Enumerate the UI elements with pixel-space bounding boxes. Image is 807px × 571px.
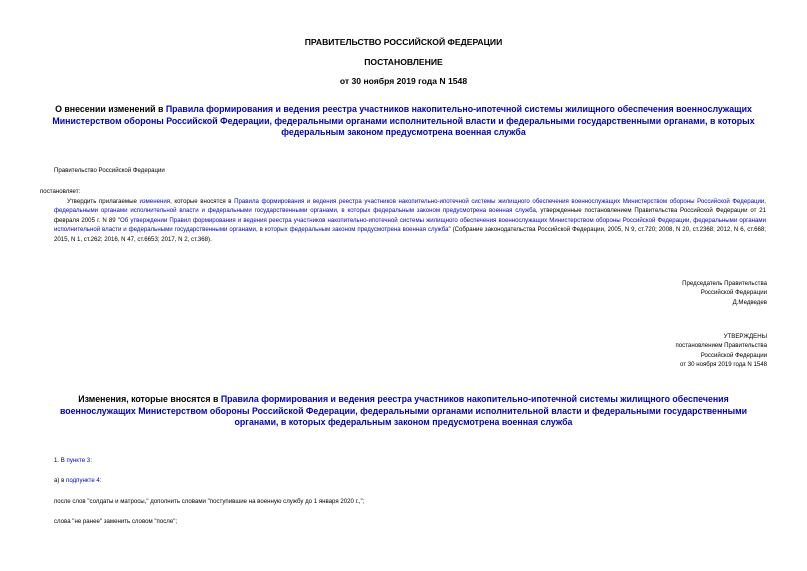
document-title-prefix: О внесении изменений в xyxy=(55,104,166,114)
item-1-suffix: : xyxy=(90,457,92,464)
item-a-suffix: : xyxy=(99,477,102,484)
signature-block xyxy=(682,279,767,307)
p1-text-c: , утвержденные постановлением Правительства Российской Федерации от 21 февраля 2005 г. N 89 " xyxy=(54,207,766,224)
approval-line-3: Российской Федерации xyxy=(700,351,767,359)
p1-text-d: " (Собрание законодательства Российской Федерации, 2005, N 9, ст.720; 2008, N 20, ст.2368; 2012, N 6, ст.668; 2015, N 1, ст.262; 2016, N 47, ст.6653; 2017, N 2, ст.368). xyxy=(54,226,766,243)
decrees-label: постановляет: xyxy=(40,188,81,195)
point-3-link[interactable]: пункте 3 xyxy=(66,457,91,464)
annex-title-prefix: Изменения, которые вносятся в xyxy=(78,394,221,404)
signature-line-3: Д.Медведев xyxy=(732,298,767,306)
document-date-number: от 30 ноября 2019 года N 1548 xyxy=(339,76,468,86)
annex-rules-link[interactable]: Правила формирования и ведения реестра участников накопительно-ипотечной системы жилищного обеспечения военнослужащих Министерством обороны Российской Федерации, федеральными органами исполнительной власти и федеральными государственными органами, в которых федеральным законом предусмотрена военная служба xyxy=(59,394,747,427)
item-a-prefix: а) в xyxy=(54,477,67,484)
approval-line-2: постановлением Правительства xyxy=(675,342,767,350)
signature-line-1: Председатель Правительства xyxy=(682,280,767,287)
item-1 xyxy=(54,456,92,465)
p1-text-b: , которые вносятся в xyxy=(170,198,235,205)
subpoint-4-link[interactable]: подпункте 4 xyxy=(66,477,100,484)
document-title xyxy=(40,104,767,139)
annex-title xyxy=(40,394,767,429)
signature-line-2: Российской Федерации xyxy=(700,289,767,297)
line-after-words: после слов "солдаты и матросы," дополнить словами "поступившие на военную службу до 1 января 2020 г.,"; xyxy=(54,498,365,505)
approval-line-1: УТВЕРЖДЕНЫ xyxy=(723,333,767,340)
document-type: ПОСТАНОВЛЕНИЕ xyxy=(364,57,443,67)
approval-block xyxy=(675,332,767,370)
item-1-prefix: 1. В xyxy=(54,457,67,464)
line-replace-words: слова "не ранее" заменить словом "после"; xyxy=(54,518,178,525)
changes-link[interactable]: изменения xyxy=(139,198,171,205)
item-a xyxy=(54,476,102,485)
document-authority: ПРАВИТЕЛЬСТВО РОССИЙСКОЙ ФЕДЕРАЦИИ xyxy=(304,37,503,47)
resolution-89-link[interactable]: Об утверждении Правил формирования и ведения реестра участников накопительно-ипотечной системы жилищного обеспечения военнослужащих Министерством обороны Российской Федерации, федеральными органами исполнительной власти и федеральными государственными органами, в которых федеральным законом предусмотрена военная служба xyxy=(54,216,766,234)
rules-link[interactable]: Правила формирования и ведения реестра участников накопительно-ипотечной системы жилищного обеспечения военнослужащих Министерством обороны Российской Федерации, федеральными органами исполнительной власти и федеральными государственными органами, в которых федеральным законом предусмотрена военная служба xyxy=(52,104,755,137)
government-label: Правительство Российской Федерации xyxy=(54,167,165,174)
decree-paragraph xyxy=(54,197,766,244)
approval-line-4: от 30 ноября 2019 года N 1548 xyxy=(680,361,767,369)
p1-text-a: Утвердить прилагаемые xyxy=(67,198,140,205)
rules-link-2[interactable]: Правила формирования и ведения реестра участников накопительно-ипотечной системы жилищного обеспечения военнослужащих Министерством обороны Российской Федерации, федеральными органами исполнительной власти и федеральными государственными органами, в которых федеральным законом предусмотрена военная служба xyxy=(54,198,766,215)
